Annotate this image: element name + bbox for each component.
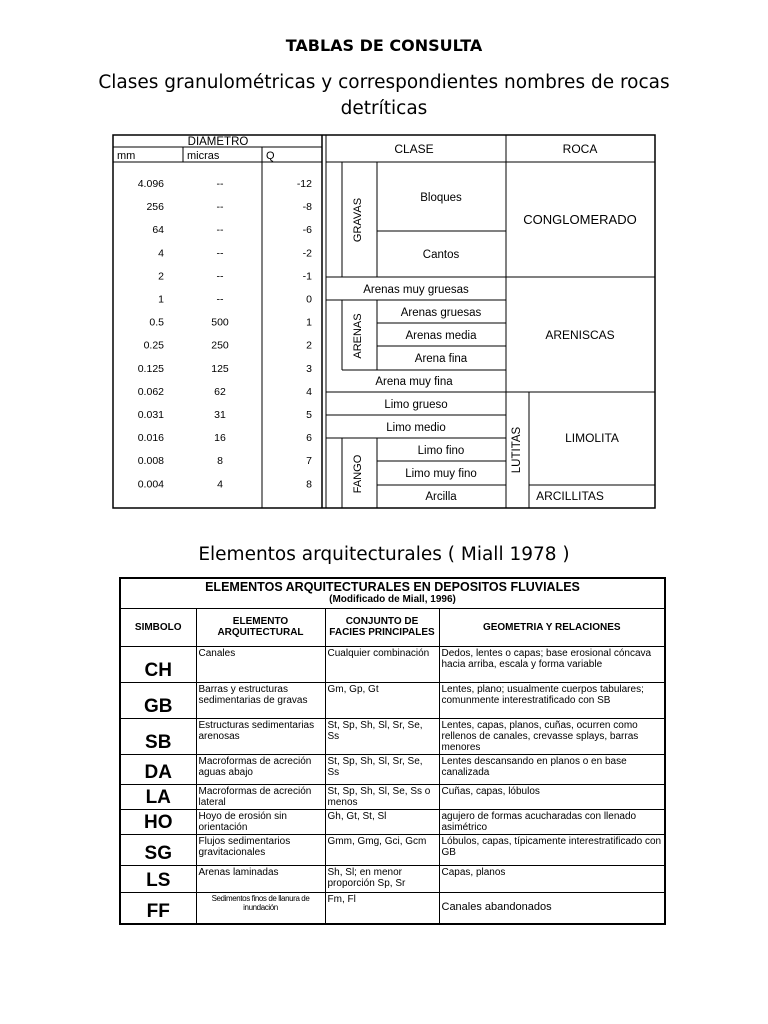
grain-row-mm: 0.008 [137, 455, 164, 468]
clase-limo-grueso: Limo grueso [384, 399, 448, 411]
col-roca-header: ROCA [562, 142, 598, 156]
caption-line-1: Clases granulométricas y correspondientes nombres de rocas [98, 72, 670, 93]
grain-row-mm: 0.016 [137, 432, 164, 445]
symbol-cell: LS [120, 865, 196, 892]
caption-line-2: detríticas [340, 98, 428, 119]
grain-row-q: 2 [306, 339, 312, 352]
element-cell: Hoyo de erosión sin orientación [196, 809, 325, 834]
geometry-cell: agujero de formas acucharadas con llenado asimétrico [439, 809, 665, 834]
roca-arcillitas: ARCILLITAS [536, 489, 604, 503]
clase-limo-muy-fino: Limo muy fino [405, 468, 477, 480]
grain-row-micras: -- [216, 270, 224, 283]
group-label-gravas: GRAVAS [352, 197, 364, 243]
arch-elements-caption: Elementos arquitecturales ( Miall 1978 ) [198, 544, 570, 565]
facies-cell: Gh, Gt, St, Sl [325, 809, 439, 834]
grain-row-micras: 250 [211, 339, 229, 352]
col-q-header: Q [266, 150, 275, 162]
table-row [120, 865, 665, 892]
table-row [120, 718, 665, 754]
grain-row-q: -6 [302, 224, 312, 237]
grain-row-q: 8 [306, 478, 312, 491]
symbol-cell: CH [120, 646, 196, 682]
geometry-cell: Lentes descansando en planos o en base canalizada [439, 754, 665, 784]
grain-row-mm: 2 [158, 270, 164, 283]
geometry-cell: Lóbulos, capas, típicamente interestratificado con GB [439, 834, 665, 865]
roca-limolita: LIMOLITA [565, 431, 619, 445]
group-label-arenas: ARENAS [352, 313, 364, 359]
facies-cell: St, Sp, Sh, Sl, Sr, Se, Ss [325, 718, 439, 754]
grain-row-micras: 125 [211, 362, 229, 375]
grain-row-micras: -- [216, 224, 224, 237]
grain-row-mm: 0.004 [137, 478, 164, 491]
grain-row-micras: -- [216, 247, 224, 260]
element-cell: Macroformas de acreción lateral [196, 784, 325, 809]
grain-row-mm: 0.5 [149, 316, 164, 329]
clase-bloques: Bloques [420, 192, 462, 204]
grain-row-micras: 4 [217, 478, 223, 491]
grain-row-q: 0 [306, 293, 312, 306]
roca-areniscas: ARENISCAS [545, 328, 615, 342]
clase-limo-medio: Limo medio [386, 422, 446, 434]
facies-cell: Sh, Sl; en menor proporción Sp, Sr [325, 865, 439, 892]
grain-row-mm: 4.096 [137, 178, 164, 190]
table-row [120, 834, 665, 865]
geometry-cell: Capas, planos [439, 865, 665, 892]
col-mm-header: mm [117, 150, 136, 162]
clase-arena-muy-fina: Arena muy fina [375, 376, 453, 388]
geometry-cell: Lentes, plano; usualmente cuerpos tabulares; comunmente interestratificado con SB [439, 682, 665, 718]
group-label-fango: FANGO [352, 454, 364, 494]
grain-row-micras: -- [216, 201, 224, 214]
col-clase-header: CLASE [394, 142, 434, 156]
grain-row-q: 7 [306, 455, 312, 468]
element-cell: Flujos sedimentarios gravitacionales [196, 834, 325, 865]
element-cell: Sedimentos finos de llanura de inundación [196, 892, 325, 924]
table-row [120, 809, 665, 834]
roca-conglomerado: CONGLOMERADO [523, 212, 637, 227]
table-row [120, 784, 665, 809]
symbol-cell: LA [120, 784, 196, 809]
clase-arena-fina: Arena fina [414, 353, 468, 365]
grain-row-micras: -- [216, 293, 224, 306]
geometry-cell: Canales abandonados [439, 892, 665, 924]
grain-row-micras: -- [216, 178, 224, 190]
header-elemento: ELEMENTO ARQUITECTURAL [196, 608, 325, 646]
diametro-header: DIAMETRO [187, 136, 249, 148]
grain-row-mm: 0.062 [137, 385, 164, 398]
grain-row-mm: 0.031 [137, 409, 164, 421]
symbol-cell: FF [120, 892, 196, 924]
symbol-cell: GB [120, 682, 196, 718]
grain-row-micras: 31 [214, 409, 226, 421]
architectural-elements-table [119, 577, 666, 925]
grain-row-micras: 500 [211, 316, 229, 329]
grain-row-q: -12 [296, 178, 312, 190]
facies-cell: St, Sp, Sh, Sl, Sr, Se, Ss [325, 754, 439, 784]
element-cell: Estructuras sedimentarias arenosas [196, 718, 325, 754]
table-title [120, 578, 665, 608]
grain-row-q: 6 [306, 432, 312, 445]
grain-row-mm: 0.25 [143, 339, 164, 352]
facies-cell: Gm, Gp, Gt [325, 682, 439, 718]
page-title: TABLAS DE CONSULTA [285, 36, 483, 55]
grain-row-q: 5 [306, 409, 312, 421]
grain-row-q: -8 [302, 201, 312, 214]
table-row [120, 892, 665, 924]
grain-row-q: 3 [306, 362, 312, 375]
symbol-cell: SB [120, 718, 196, 754]
facies-cell: Fm, Fl [325, 892, 439, 924]
grain-row-mm: 64 [152, 224, 164, 237]
symbol-cell: SG [120, 834, 196, 865]
grain-row-micras: 16 [214, 432, 226, 445]
geometry-cell: Lentes, capas, planos, cuñas, ocurren como rellenos de canales, crevasse splays, barras menores [439, 718, 665, 754]
clase-arcilla: Arcilla [425, 491, 457, 503]
clase-limo-fino: Limo fino [417, 445, 465, 457]
clase-arenas-muy-gruesas: Arenas muy gruesas [363, 284, 469, 296]
element-cell: Macroformas de acreción aguas abajo [196, 754, 325, 784]
table-row [120, 646, 665, 682]
geometry-cell: Dedos, lentes o capas; base erosional cóncava hacia arriba, escala y forma variable [439, 646, 665, 682]
clase-arenas-media: Arenas media [405, 330, 477, 342]
clase-cantos: Cantos [422, 249, 460, 261]
grain-row-mm: 1 [158, 293, 164, 306]
grain-row-q: -2 [302, 247, 312, 260]
table-title-text: ELEMENTOS ARQUITECTURALES EN DEPOSITOS FLUVIALES [205, 580, 580, 594]
grain-row-q: 1 [306, 316, 312, 329]
element-cell: Arenas laminadas [196, 865, 325, 892]
clase-arenas-gruesas: Arenas gruesas [400, 307, 482, 319]
table-row [120, 754, 665, 784]
symbol-cell: HO [120, 809, 196, 834]
grain-row-mm: 0.125 [137, 362, 164, 375]
facies-cell: St, Sp, Sh, Sl, Se, Ss o menos [325, 784, 439, 809]
col-micras-header: micras [187, 150, 220, 162]
grain-row-mm: 256 [146, 201, 164, 214]
symbol-cell: DA [120, 754, 196, 784]
grain-row-micras: 62 [214, 385, 226, 398]
grain-row-q: -1 [302, 270, 312, 283]
header-geometria: GEOMETRIA Y RELACIONES [439, 608, 665, 646]
grain-row-micras: 8 [217, 455, 223, 468]
group-label-lutitas: LUTITAS [511, 426, 523, 474]
grain-row-mm: 4 [158, 247, 164, 260]
geometry-cell: Cuñas, capas, lóbulos [439, 784, 665, 809]
element-cell: Barras y estructuras sedimentarias de gravas [196, 682, 325, 718]
facies-cell: Cualquier combinación [325, 646, 439, 682]
header-conjunto: CONJUNTO DE FACIES PRINCIPALES [325, 608, 439, 646]
element-cell: Canales [196, 646, 325, 682]
table-row [120, 682, 665, 718]
table-subtitle: (Modificado de Miall, 1996) [329, 594, 456, 605]
grain-row-q: 4 [306, 385, 312, 398]
facies-cell: Gmm, Gmg, Gci, Gcm [325, 834, 439, 865]
header-simbolo: SIMBOLO [120, 608, 196, 646]
